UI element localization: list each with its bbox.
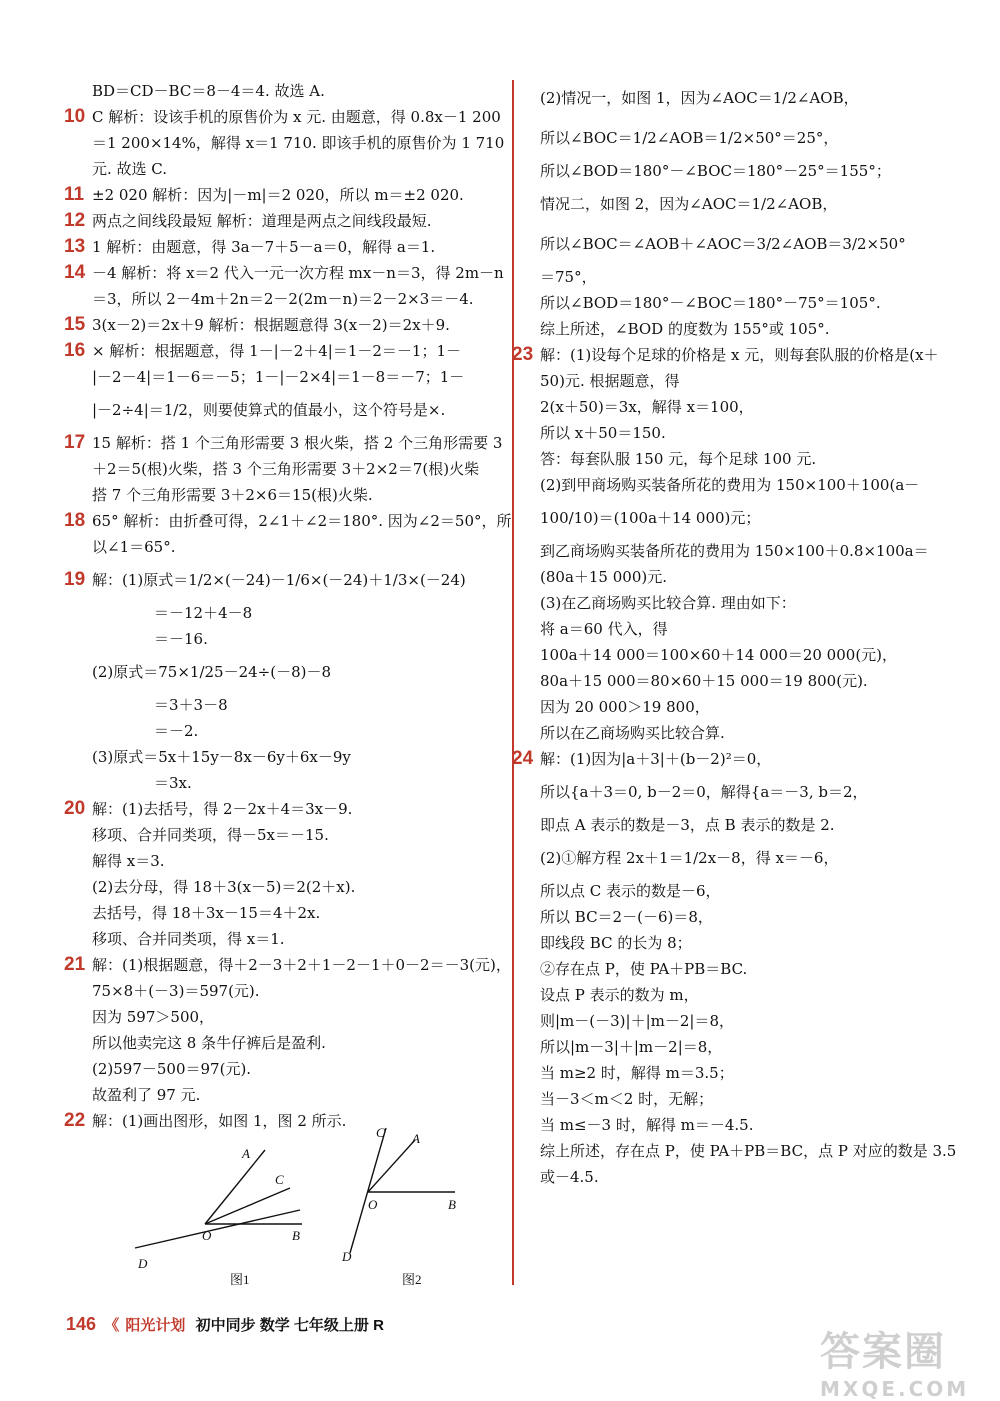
line-text: 或－4.5.: [540, 1168, 599, 1186]
text-line: [64, 234, 502, 260]
line-text: 将 a＝60 代入，得: [540, 620, 668, 638]
line-text: (2)到甲商场购买装备所花的费用为 150×100＋100(a－: [540, 476, 920, 494]
text-line: [92, 78, 502, 104]
text-line: [540, 394, 950, 420]
text-line: [64, 508, 512, 534]
line-text: 所以∠BOD＝180°－∠BOC＝180°－25°＝155°；: [540, 162, 891, 180]
line-text: |－2－4|＝1－6＝－5；1－|－2×4|＝1－8＝－7；1－: [92, 368, 465, 386]
line-text: ＝－12＋4－8: [154, 604, 253, 622]
line-text: 15 解析：搭 1 个三角形需要 3 根火柴，搭 2 个三角形需要 3: [92, 434, 503, 452]
line-text: 解：(1)画出图形，如图 1，图 2 所示.: [92, 1112, 347, 1130]
line-text: 综上所述，存在点 P，使 PA＋PB＝BC，点 P 对应的数是 3.5: [540, 1142, 957, 1160]
line-text: 即线段 BC 的长为 8；: [540, 934, 692, 952]
text-line: [540, 930, 950, 956]
text-line: [92, 1082, 502, 1108]
text-line: [540, 772, 950, 812]
line-text: ±2 020 解析：因为|－m|＝2 020，所以 m＝±2 020.: [92, 186, 464, 204]
line-text: (2)①解方程 2x＋1＝1/2x－8，得 x＝－6，: [540, 849, 839, 867]
text-line: [64, 182, 502, 208]
ray-oc: [205, 1188, 290, 1224]
line-text: (2)597－500＝97(元).: [92, 1060, 252, 1078]
page-number: 146: [66, 1314, 97, 1334]
text-line: [540, 184, 950, 224]
line-text: 当 m≥2 时，解得 m＝3.5；: [540, 1064, 734, 1082]
text-line: [64, 430, 503, 456]
text-line: [540, 616, 950, 642]
line-text: 所以 BC＝2－(－6)＝8，: [540, 908, 713, 926]
line-text: 所以他卖完这 8 条牛仔裤后是盈利.: [92, 1034, 326, 1052]
line-text: 则|m－(－3)|＋|m－2|＝8，: [540, 1012, 734, 1030]
line-text: 元. 故选 C.: [92, 160, 168, 178]
line-text: 50)元. 根据题意，得: [540, 372, 680, 390]
text-line: [64, 338, 502, 364]
line-text: |－2÷4|＝1/2，则要使算式的值最小，这个符号是×.: [92, 401, 446, 419]
column-divider: [512, 80, 514, 1285]
line-text: 即点 A 表示的数是－3，点 B 表示的数是 2.: [540, 816, 835, 834]
line-text: 以∠1＝65°.: [92, 538, 176, 556]
line-text: ＝75°，: [540, 268, 597, 286]
question-number: 15: [64, 314, 86, 335]
line-text: (2)去分母，得 18＋3(x－5)＝2(2＋x).: [92, 878, 356, 896]
text-line: [64, 952, 511, 978]
line-text: (2)情况一，如图 1，因为∠AOC＝1/2∠AOB，: [540, 89, 859, 107]
text-line: [92, 600, 502, 626]
text-line: [540, 118, 950, 158]
text-line: [540, 1112, 950, 1138]
text-line: [64, 260, 504, 286]
left-column: [64, 78, 512, 1134]
text-line: [540, 668, 950, 694]
text-line: [64, 796, 502, 822]
fig2-label-d: D: [342, 1249, 352, 1264]
text-line: [540, 1008, 950, 1034]
text-line: [540, 720, 950, 746]
ray-od: [135, 1210, 300, 1248]
line-text: 解：(1)去括号，得 2－2x＋4＝3x－9.: [92, 800, 353, 818]
line-text: 解得 x＝3.: [92, 852, 165, 870]
text-line: [92, 900, 502, 926]
text-line: [92, 978, 502, 1004]
double-chevron-icon: 《: [104, 1317, 120, 1334]
fig2-label-o: O: [368, 1197, 378, 1212]
text-line: [92, 1004, 502, 1030]
line-text: 2(x＋50)＝3x，解得 x＝100，: [540, 398, 754, 416]
fig2-caption: 图2: [402, 1272, 422, 1287]
line-text: 因为 597＞500，: [92, 1008, 215, 1026]
line-text: ②存在点 P，使 PA＋PB＝BC.: [540, 960, 748, 978]
right-column: [512, 78, 957, 1190]
text-line: [92, 390, 502, 430]
text-line: [540, 694, 950, 720]
text-line: [540, 420, 950, 446]
line-text: ＝－16.: [154, 630, 208, 648]
text-line: [540, 1138, 957, 1164]
question-number: 17: [64, 432, 86, 453]
text-line: [92, 652, 502, 692]
text-line: [92, 456, 502, 482]
ray-oa: [205, 1150, 265, 1224]
fig1-label-a: A: [242, 1146, 250, 1161]
text-line: [540, 368, 950, 394]
text-line: [540, 642, 950, 668]
fig1-caption: 图1: [230, 1272, 250, 1287]
watermark-line1: 答案圈: [820, 1329, 946, 1375]
text-line: [540, 1060, 950, 1086]
brand-name: 阳光计划: [125, 1317, 186, 1334]
line-text: ＝3＋3－8: [154, 696, 228, 714]
question-number: 24: [512, 748, 534, 769]
fig1-label-o: O: [202, 1228, 212, 1243]
question-number: 19: [64, 569, 86, 590]
line-text: 答：每套队服 150 元，每个足球 100 元.: [540, 450, 817, 468]
text-line: [92, 482, 502, 508]
question-number: 18: [64, 510, 86, 531]
figure-1: [135, 1150, 302, 1248]
watermark-logo: [820, 1320, 980, 1401]
text-line: [540, 446, 950, 472]
line-text: C 解析：设该手机的原售价为 x 元. 由题意，得 0.8x－1 200: [92, 108, 501, 126]
question-number: 14: [64, 262, 86, 283]
line-text: 所以 x＋50＝150.: [540, 424, 666, 442]
text-line: [540, 1034, 950, 1060]
line-text: 所以∠BOC＝∠AOB＋∠AOC＝3/2∠AOB＝3/2×50°: [540, 235, 906, 253]
line-text: 80a＋15 000＝80×60＋15 000＝19 800(元).: [540, 672, 868, 690]
text-line: [540, 158, 950, 184]
line-text: 当 m≤－3 时，解得 m＝－4.5.: [540, 1116, 754, 1134]
text-line: [540, 538, 950, 564]
line-text: 3(x－2)＝2x＋9 解析：根据题意得 3(x－2)＝2x＋9.: [92, 316, 450, 334]
text-line: [540, 290, 950, 316]
text-line: [540, 264, 950, 290]
fig2-label-c: C: [376, 1125, 385, 1140]
line-text: 解：(1)原式＝1/2×(－24)－1/6×(－24)＋1/3×(－24): [92, 571, 466, 589]
line-text: 去括号，得 18＋3x－15＝4＋2x.: [92, 904, 321, 922]
text-line: [92, 156, 502, 182]
text-line: [540, 1086, 950, 1112]
text-line: [92, 848, 502, 874]
text-line: [540, 904, 950, 930]
line-text: 75×8＋(－3)＝597(元).: [92, 982, 260, 1000]
line-text: (2)原式＝75×1/25－24÷(－8)－8: [92, 663, 332, 681]
text-line: [64, 208, 502, 234]
text-line: [540, 838, 950, 878]
text-line: [92, 926, 502, 952]
text-line: [540, 224, 950, 264]
text-line: [92, 770, 502, 796]
question-number: 12: [64, 210, 86, 231]
geometry-figures: [130, 1118, 460, 1293]
line-text: 移项、合并同类项，得 x＝1.: [92, 930, 285, 948]
line-text: 解：(1)设每个足球的价格是 x 元，则每套队服的价格是(x＋: [540, 346, 939, 364]
line-text: (80a＋15 000)元.: [540, 568, 667, 586]
text-line: [512, 746, 950, 772]
text-line: [92, 1030, 502, 1056]
line-text: 解：(1)因为|a＋3|＋(b－2)²＝0，: [540, 750, 772, 768]
line-text: ＋2＝5(根)火柴，搭 3 个三角形需要 3＋2×2＝7(根)火柴: [92, 460, 480, 478]
line-text: 100/10)＝(100a＋14 000)元；: [540, 509, 761, 527]
line-text: (3)在乙商场购买比较合算. 理由如下：: [540, 594, 796, 612]
question-number: 16: [64, 340, 86, 361]
text-line: [540, 564, 950, 590]
line-text: ＝1 200×14%，解得 x＝1 710. 即该手机的原售价为 1 710: [92, 134, 505, 152]
text-line: [92, 744, 502, 770]
line-text: 65° 解析：由折叠可得，2∠1＋∠2＝180°. 因为∠2＝50°，所: [92, 512, 512, 530]
line-text: 当－3＜m＜2 时，无解；: [540, 1090, 714, 1108]
text-line: [92, 534, 502, 560]
text-line: [540, 956, 950, 982]
line-text: 所以点 C 表示的数是－6，: [540, 882, 721, 900]
line-text: (3)原式＝5x＋15y－8x－6y＋6x－9y: [92, 748, 351, 766]
text-line: [64, 312, 502, 338]
text-line: [92, 286, 502, 312]
question-number: 20: [64, 798, 86, 819]
text-line: [64, 560, 502, 600]
text-line: [540, 78, 950, 118]
text-line: [540, 472, 950, 498]
line-text: 因为 20 000＞19 800，: [540, 698, 710, 716]
fig1-label-b: B: [292, 1228, 300, 1243]
line-text: 所以|m－3|＋|m－2|＝8，: [540, 1038, 723, 1056]
line-text: 移项、合并同类项，得－5x＝－15.: [92, 826, 329, 844]
text-line: [540, 982, 950, 1008]
line-text: ＝3，所以 2－4m＋2n＝2－2(2m－n)＝2－2×3＝－4.: [92, 290, 474, 308]
text-line: [540, 878, 950, 904]
line-text: 所以在乙商场购买比较合算.: [540, 724, 725, 742]
watermark-line2: MXQE.COM: [820, 1377, 970, 1401]
fig1-label-d: D: [138, 1256, 148, 1271]
line-text: 情况二，如图 2，因为∠AOC＝1/2∠AOB，: [540, 195, 838, 213]
line-text: 解：(1)根据题意，得＋2－3＋2＋1－2－1＋0－2＝－3(元)，: [92, 956, 511, 974]
text-line: [92, 718, 502, 744]
text-line: [92, 130, 505, 156]
line-text: ＝3x.: [154, 774, 192, 792]
text-line: [64, 104, 502, 130]
text-line: [92, 364, 502, 390]
text-line: [540, 498, 950, 538]
page-footer: [66, 1314, 384, 1335]
question-number: 11: [64, 184, 85, 205]
text-line: [92, 874, 502, 900]
text-line: [92, 822, 502, 848]
line-text: 到乙商场购买装备所花的费用为 150×100＋0.8×100a＝: [540, 542, 929, 560]
text-line: [92, 692, 502, 718]
text-line: [512, 342, 950, 368]
text-line: [540, 316, 950, 342]
question-number: 10: [64, 106, 86, 127]
question-number: 23: [512, 344, 534, 365]
line-text: 两点之间线段最短 解析：道理是两点之间线段最短.: [92, 212, 432, 230]
line-text: BD＝CD－BC＝8－4＝4. 故选 A.: [92, 82, 325, 100]
fig2-label-b: B: [448, 1197, 456, 1212]
figure-2: [350, 1128, 455, 1253]
line-text: 所以∠BOC＝1/2∠AOB＝1/2×50°＝25°，: [540, 129, 839, 147]
line-text: －4 解析：将 x＝2 代入一元一次方程 mx－n＝3，得 2m－n: [92, 264, 504, 282]
line-text: 设点 P 表示的数为 m，: [540, 986, 699, 1004]
ray-oc-od: [350, 1128, 386, 1253]
text-line: [540, 812, 950, 838]
text-line: [92, 626, 502, 652]
book-title: 初中同步 数学 七年级上册 R: [195, 1317, 384, 1334]
line-text: × 解析：根据题意，得 1－|－2＋4|＝1－2＝－1；1－: [92, 342, 462, 360]
line-text: 100a＋14 000＝100×60＋14 000＝20 000(元)，: [540, 646, 898, 664]
fig1-label-c: C: [275, 1172, 284, 1187]
text-line: [540, 590, 950, 616]
line-text: 故盈利了 97 元.: [92, 1086, 201, 1104]
line-text: 1 解析：由题意，得 3a－7＋5－a＝0，解得 a＝1.: [92, 238, 436, 256]
question-number: 21: [64, 954, 86, 975]
line-text: 所以{a＋3＝0, b－2＝0，解得{a＝－3, b＝2，: [540, 783, 868, 801]
line-text: ＝－2.: [154, 722, 199, 740]
fig2-label-a: A: [412, 1131, 420, 1146]
line-text: 所以∠BOD＝180°－∠BOC＝180°－75°＝105°.: [540, 294, 881, 312]
text-line: [92, 1056, 502, 1082]
question-number: 22: [64, 1110, 86, 1131]
line-text: 综上所述，∠BOD 的度数为 155°或 105°.: [540, 320, 830, 338]
line-text: 搭 7 个三角形需要 3＋2×6＝15(根)火柴.: [92, 486, 373, 504]
question-number: 13: [64, 236, 86, 257]
text-line: [540, 1164, 950, 1190]
